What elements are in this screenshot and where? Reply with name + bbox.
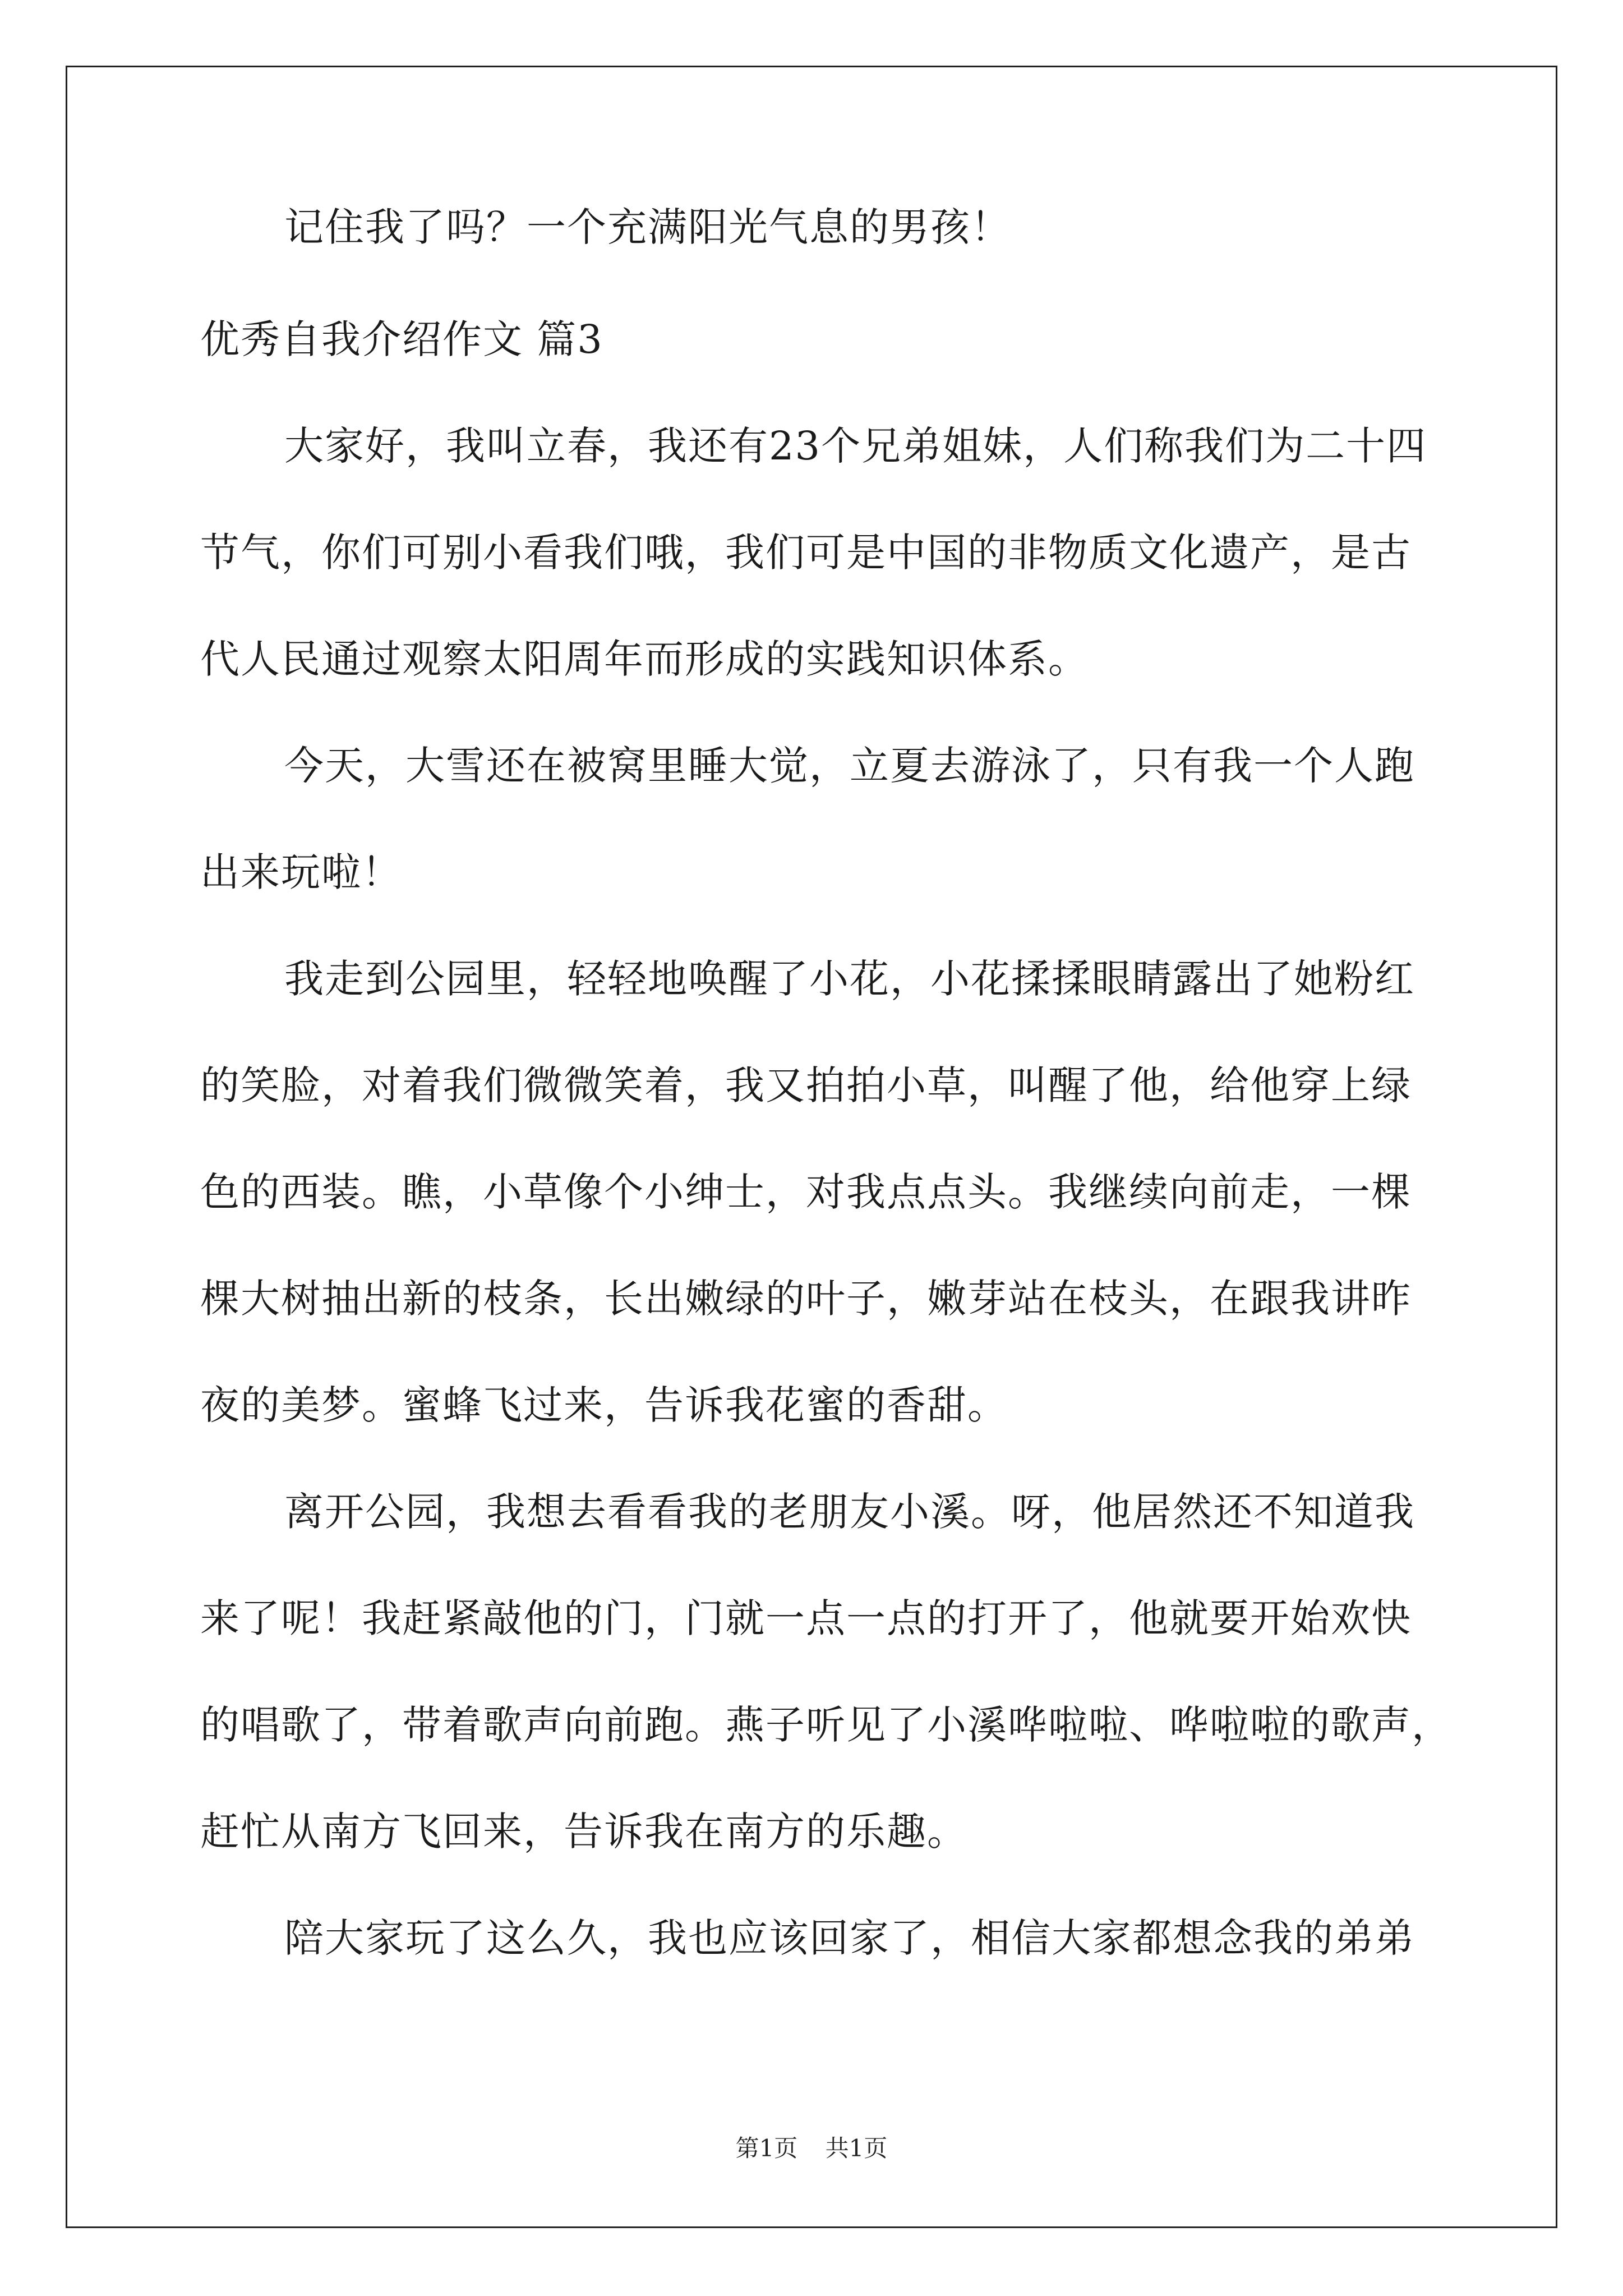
page-total: 共1页 [825, 2134, 888, 2162]
text-line: 夜的美梦。蜜蜂飞过来，告诉我花蜜的香甜。 [200, 1382, 1008, 1428]
text-line: 出来玩啦！ [200, 849, 402, 895]
text-line: 今天，大雪还在被窝里睡大觉，立夏去游泳了，只有我一个人跑 [284, 743, 1415, 789]
section-heading: 优秀自我介绍作文 篇3 [200, 316, 603, 362]
text-line: 色的西装。瞧，小草像个小绅士，对我点点头。我继续向前走，一棵 [200, 1169, 1412, 1215]
page-number: 第1页 [735, 2134, 798, 2162]
text-line: 棵大树抽出新的枝条，长出嫩绿的叶子，嫩芽站在枝头，在跟我讲昨 [200, 1276, 1412, 1322]
text-line: 记住我了吗？一个充满阳光气息的男孩！ [284, 204, 1011, 250]
text-line: 代人民通过观察太阳周年而形成的实践知识体系。 [200, 636, 1089, 682]
text-line: 我走到公园里，轻轻地唤醒了小花，小花揉揉眼睛露出了她粉红 [284, 956, 1415, 1002]
text-line: 的笑脸，对着我们微微笑着，我又拍拍小草，叫醒了他，给他穿上绿 [200, 1062, 1412, 1108]
text-line: 来了呢！我赶紧敲他的门，门就一点一点的打开了，他就要开始欢快 [200, 1595, 1412, 1641]
text-line: 离开公园，我想去看看我的老朋友小溪。呀，他居然还不知道我 [284, 1489, 1415, 1535]
text-line: 节气，你们可别小看我们哦，我们可是中国的非物质文化遗产，是古 [200, 530, 1412, 576]
text-line: 赶忙从南方飞回来，告诉我在南方的乐趣。 [200, 1809, 967, 1855]
text-line: 的唱歌了，带着歌声向前跑。燕子听见了小溪哗啦啦、哗啦啦的歌声， [200, 1702, 1452, 1748]
page-footer [0, 2132, 1623, 2165]
document-body [200, 0, 1452, 1961]
text-line: 陪大家玩了这么久，我也应该回家了，相信大家都想念我的弟弟 [284, 1915, 1415, 1961]
text-line: 大家好，我叫立春，我还有23个兄弟姐妹，人们称我们为二十四 [284, 423, 1427, 469]
